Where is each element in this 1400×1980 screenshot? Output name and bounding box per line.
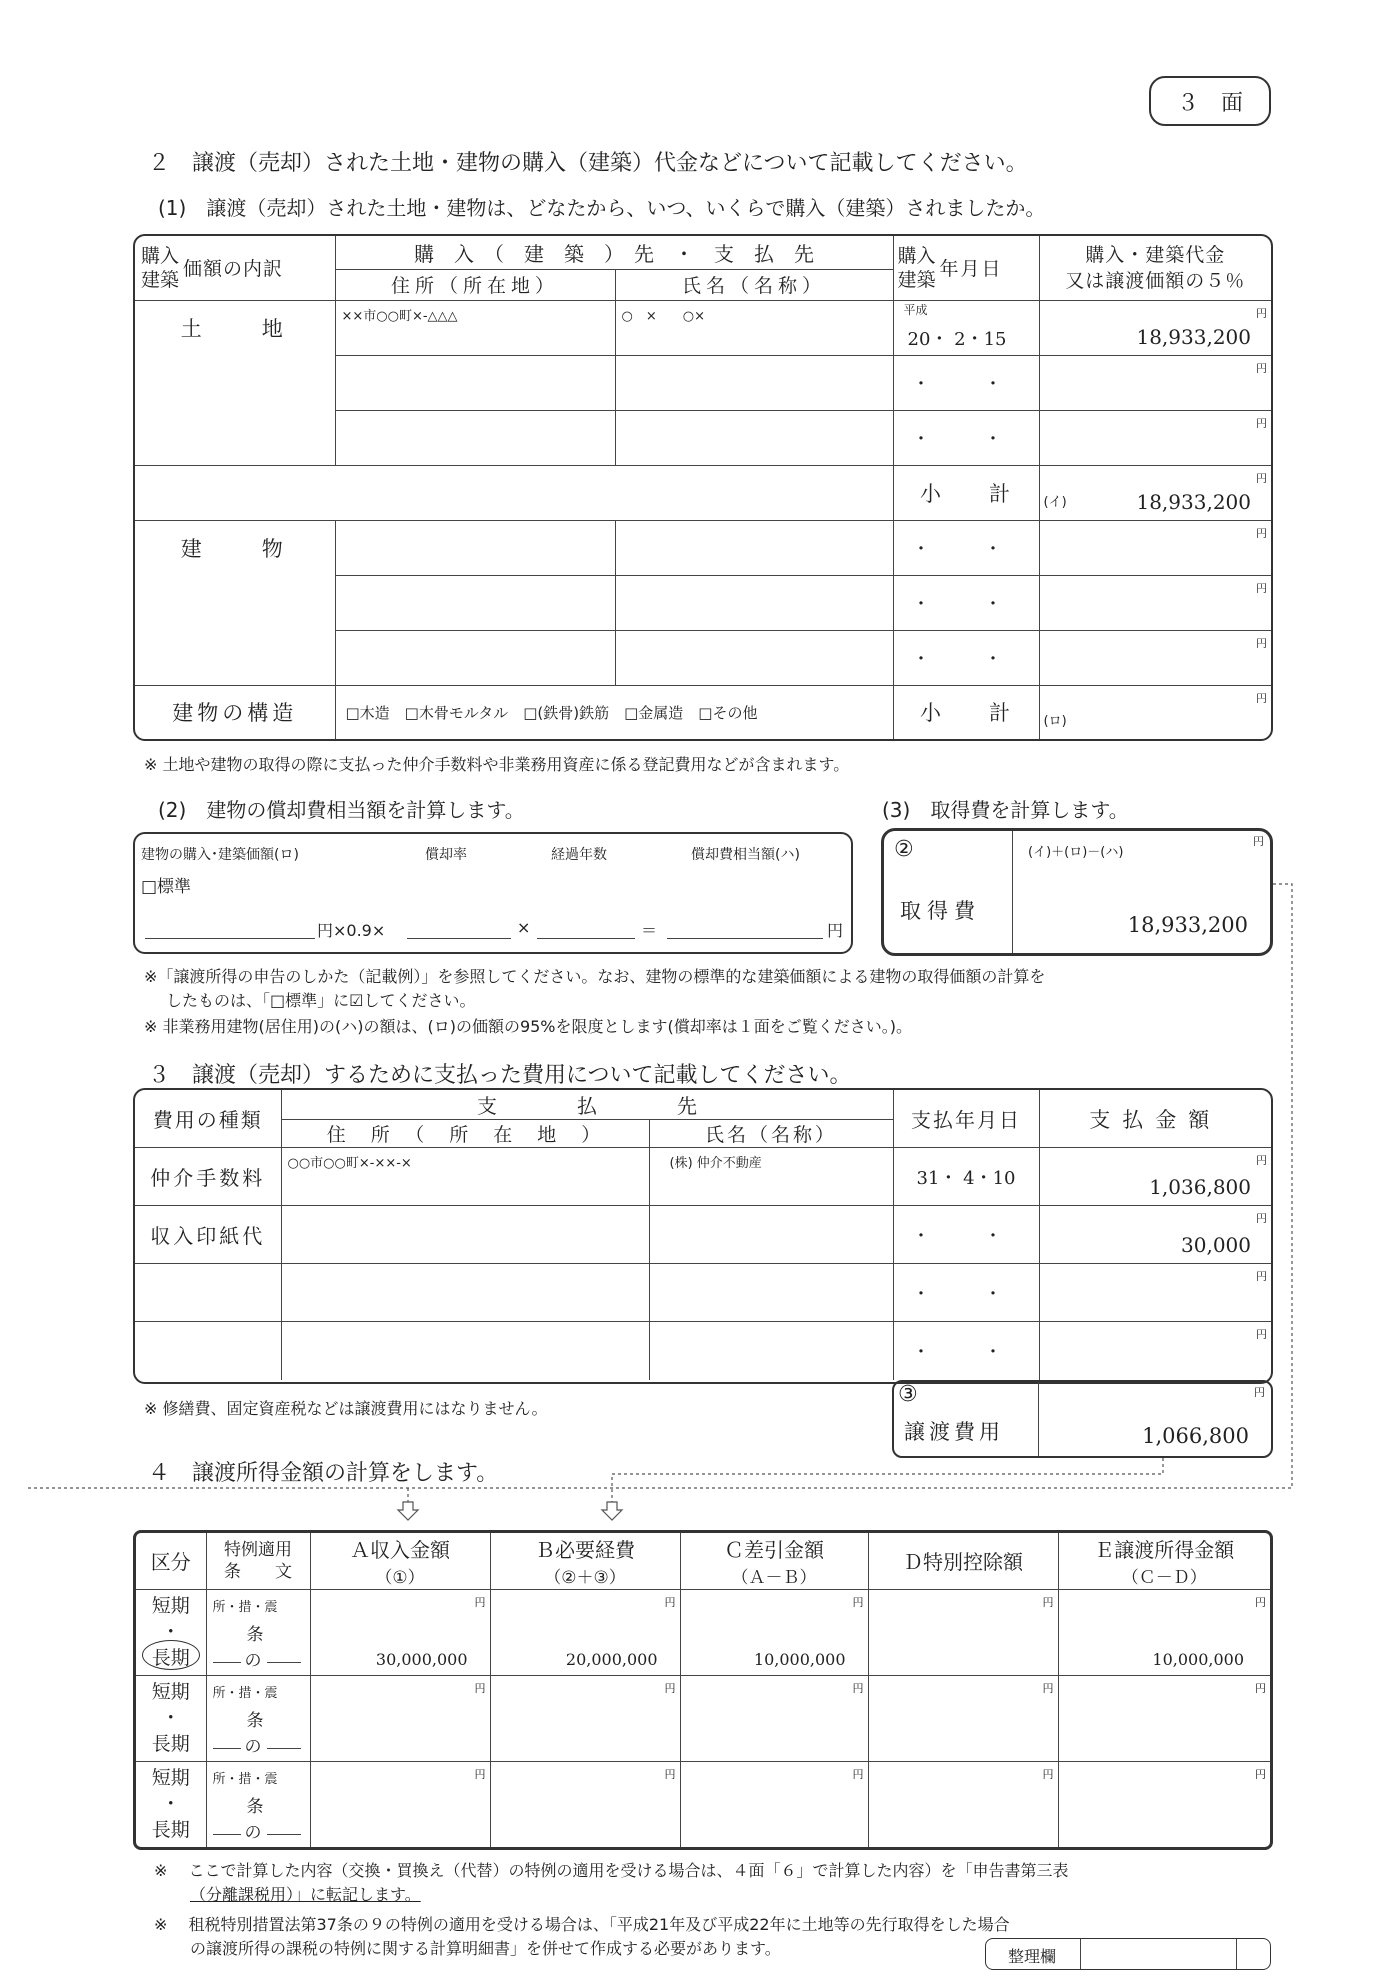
amount-a-cell[interactable]: 円 [310,1675,490,1761]
col-header-c: Ｃ差引金額 （Ａ－Ｂ） [680,1533,868,1589]
kagaku-uchiwake-label: 価額の内訳 [183,258,284,281]
connector-expense [612,1458,1163,1510]
expense-type-cell[interactable]: 仲介手数料 [135,1148,281,1206]
connector-acquisition [28,884,1292,1488]
expense-amount-cell[interactable]: 円 [1039,1322,1271,1380]
arrow-to-b [602,1502,622,1520]
arrow-to-a [398,1502,418,1520]
building-amount-cell[interactable]: 円 [1039,520,1271,575]
section-2-title: ２ 譲渡（売却）された土地・建物の購入（建築）代金などについて記載してください。 [148,151,1028,176]
building-label: 建 物 [135,520,335,685]
amount-c-cell[interactable]: 円 10,000,000 [680,1589,868,1675]
section-2-note: ※ 土地や建物の取得の際に支払った仲介手数料や非業務用資産に係る登記費用などが含まれます。 [144,755,850,774]
expense-amount-cell[interactable]: 円 [1039,1264,1271,1322]
col-header-kubun: 区分 [136,1533,206,1589]
building-date-cell[interactable]: ・ ・ [893,520,1039,575]
land-amount-cell[interactable]: 円 [1039,410,1271,465]
land-address-cell[interactable]: ××市○○町×-△△△ [335,300,615,355]
amount-b-cell[interactable]: 円 [490,1761,680,1847]
section-4-title: ４ 譲渡所得金額の計算をします。 [148,1461,499,1486]
section-2-3-title: (3) 取得費を計算します。 [882,798,1129,822]
expense-address-cell[interactable]: ○○市○○町×-××-× [281,1148,649,1206]
col-header-b: Ｂ必要経費 （②＋③） [490,1533,680,1589]
col-header-pay-date: 支払年月日 [893,1090,1039,1148]
structure-options[interactable]: □木造 □木骨モルタル □(鉄骨)鉄筋 □金属造 □その他 [335,685,893,739]
transfer-expense-total-box: ③ 譲渡費用 円 1,066,800 [892,1380,1273,1458]
kounyu-kenchiku-label: 購入 建築 [141,244,180,291]
col-header-name: 氏名（名称） [615,269,893,300]
office-use-label: 整理欄 [1008,1947,1057,1966]
land-subtotal-cell[interactable]: 円 (イ) 18,933,200 [1039,465,1271,520]
kubun-cell[interactable]: 短期 ・ 長期 [136,1675,206,1761]
col-header-pay-amount: 支払金額 [1039,1090,1271,1148]
section-3-note: ※ 修繕費、固定資産税などは譲渡費用にはなりません。 [144,1399,548,1418]
transfer-expense-amount[interactable]: 1,066,800 [1142,1424,1249,1448]
circled-3: ③ [898,1382,918,1407]
footer-note-1b: （分離課税用）」に転記します。 [190,1885,421,1904]
col-header-tokurei: 特例適用 条 文 [206,1533,310,1589]
acquisition-cost-label: 取得費 [900,899,981,923]
building-subtotal-cell[interactable]: 円 (ロ) [1039,685,1271,739]
building-date-cell[interactable]: ・ ・ [893,630,1039,685]
land-amount-cell[interactable]: 円 18,933,200 [1039,300,1271,355]
col-header-address: 住所（所在地） [335,269,615,300]
section-3-title: ３ 譲渡（売却）するために支払った費用について記載してください。 [148,1063,852,1088]
kubun-cell[interactable]: 短期 ・ 長期 [136,1589,206,1675]
amount-e-cell[interactable]: 円 [1058,1761,1270,1847]
amount-c-cell[interactable]: 円 [680,1675,868,1761]
col-header-payee: 購 入 （ 建 築 ） 先 ・ 支 払 先 [335,236,893,269]
tokurei-cell[interactable]: 所・措・震 条 の [206,1675,310,1761]
land-date-cell[interactable]: 平成 20・ 2・15 [893,300,1039,355]
expense-amount-cell[interactable]: 円 30,000 [1039,1206,1271,1264]
land-label: 土 地 [135,300,335,465]
section-2-1-question: (1) 譲渡（売却）された土地・建物は、どなたから、いつ、いくらで購入（建築）されましたか。 [158,196,1046,220]
amount-a-cell[interactable]: 円 [310,1761,490,1847]
acquisition-cost-box: ② 取得費 (イ)＋(ロ)－(ハ) 円 18,933,200 [881,828,1273,956]
land-date-cell[interactable]: ・ ・ [893,355,1039,410]
col-header-expense-type: 費用の種類 [135,1090,281,1148]
income-row [136,1761,1270,1847]
tokurei-cell[interactable]: 所・措・震 条 の [206,1761,310,1847]
col-header-payee: 支 払 先 [281,1090,893,1120]
footer-note-2: ※ 租税特別措置法第37条の９の特例の適用を受ける場合は、「平成21年及び平成22年に土地等の先行取得をした場合 [154,1915,1010,1934]
col-header-d: Ｄ特別控除額 [868,1533,1058,1589]
building-date-cell[interactable]: ・ ・ [893,575,1039,630]
building-amount-cell[interactable]: 円 [1039,575,1271,630]
col-header-a: Ａ収入金額 （①） [310,1533,490,1589]
office-use-box [985,1938,1271,1970]
income-calculation-table [133,1530,1273,1850]
kubun-cell[interactable]: 短期 ・ 長期 [136,1761,206,1847]
amount-b-cell[interactable]: 円 [490,1675,680,1761]
land-date-cell[interactable]: ・ ・ [893,410,1039,465]
amount-c-cell[interactable]: 円 [680,1761,868,1847]
circled-2: ② [894,837,914,862]
expense-name-cell[interactable]: (株) 仲介不動産 [649,1148,893,1206]
land-name-cell[interactable]: ○ × ○× [615,300,893,355]
expense-date-cell[interactable]: ・ ・ [893,1264,1039,1322]
col-header-e: Ｅ譲渡所得金額 （Ｃ－Ｄ） [1058,1533,1270,1589]
amount-b-cell[interactable]: 円 20,000,000 [490,1589,680,1675]
amount-e-cell[interactable]: 円 [1058,1675,1270,1761]
footer-note-1: ※ ここで計算した内容（交換・買換え（代替）の特例の適用を受ける場合は、４面「６」で計算した内容）を「申告書第三表 [154,1861,1069,1880]
income-row [136,1675,1270,1761]
tokurei-cell[interactable]: 所・措・震 条 の [206,1589,310,1675]
depreciation-box: 建物の購入･建築価額(ロ) 償却率 経過年数 償却費相当額(ハ) □標準 円×0.9× × ＝ 円 [133,832,853,954]
transfer-expense-label: 譲渡費用 [904,1420,1004,1444]
land-amount-cell[interactable]: 円 [1039,355,1271,410]
amount-d-cell[interactable]: 円 [868,1675,1058,1761]
amount-a-cell[interactable]: 円 30,000,000 [310,1589,490,1675]
building-subtotal-label: 小 計 [893,685,1039,739]
standard-checkbox[interactable]: □標準 [141,877,192,897]
selected-long-term-circle [142,1640,200,1670]
col-header-date: 購入 建築 年月日 [893,236,1039,300]
footer-note-2b: の譲渡所得の課税の特例に関する計算明細書」を併せて作成する必要があります。 [190,1939,781,1958]
acquisition-cost-amount[interactable]: 18,933,200 [1127,913,1248,937]
expense-date-cell[interactable]: 31・ 4・10 [893,1148,1039,1206]
structure-label: 建物の構造 [135,685,335,739]
col-header-amount: 購入・建築代金 又は譲渡価額の５％ [1039,236,1271,300]
amount-e-cell[interactable]: 円 10,000,000 [1058,1589,1270,1675]
section-2-2-title: (2) 建物の償却費相当額を計算します。 [158,798,525,822]
col-header-name: 氏名（名称） [649,1120,893,1148]
land-subtotal-label: 小 計 [893,465,1039,520]
expense-amount-cell[interactable]: 円 1,036,800 [1039,1148,1271,1206]
amount-d-cell[interactable]: 円 [868,1761,1058,1847]
amount-d-cell[interactable]: 円 [868,1589,1058,1675]
col-header-address: 住 所 （ 所 在 地 ） [281,1120,649,1148]
building-amount-cell[interactable]: 円 [1039,630,1271,685]
depreciation-formula: 円×0.9× × ＝ 円 [145,916,845,942]
income-row [136,1589,1270,1675]
page-number-text: ３ 面 [1176,90,1243,116]
expense-date-cell[interactable]: ・ ・ [893,1206,1039,1264]
expense-date-cell[interactable]: ・ ・ [893,1322,1039,1380]
expense-type-cell[interactable]: 収入印紙代 [135,1206,281,1264]
